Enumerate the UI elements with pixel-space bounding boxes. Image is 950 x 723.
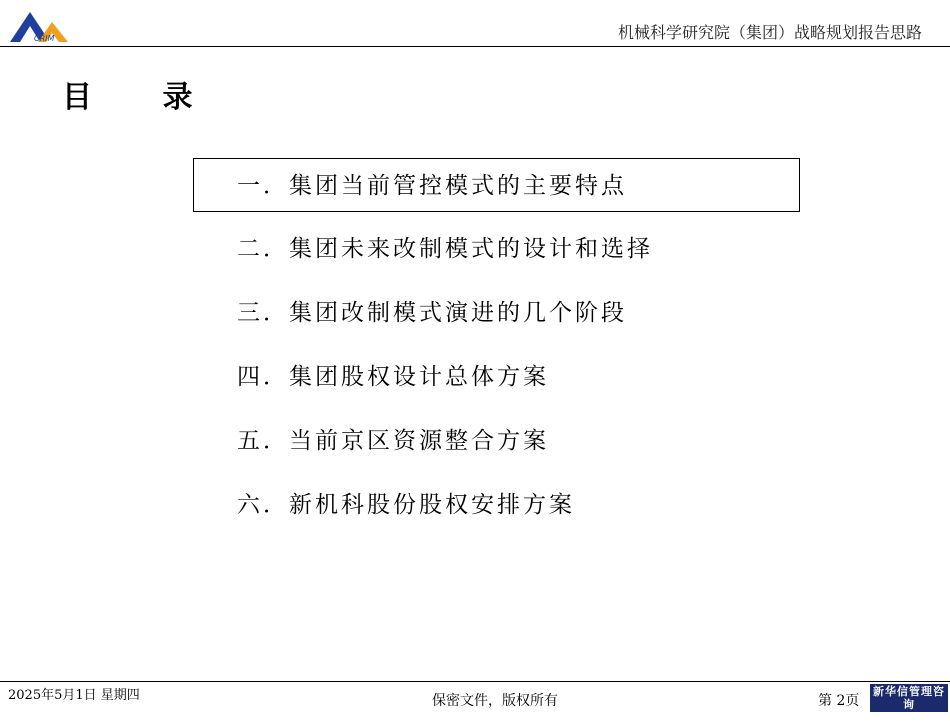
toc-item-5[interactable]: 五．当前京区资源整合方案: [237, 428, 549, 454]
footer-date: 2025年5月1日 星期四: [8, 688, 140, 703]
toc-item-1[interactable]: 一．集团当前管控模式的主要特点: [193, 158, 800, 212]
header-divider: [0, 46, 950, 47]
header-title: 机械科学研究院（集团）战略规划报告思路: [617, 23, 922, 42]
toc-item-6[interactable]: 六．新机科股份股权安排方案: [237, 492, 575, 518]
sinotrust-logo: [870, 684, 948, 722]
footer-divider: [0, 681, 950, 682]
page-title: 目 录: [62, 80, 223, 115]
page-number: 第 2页: [818, 693, 860, 709]
crim-logo-icon: [8, 8, 72, 44]
brand-name-en: SINOTRUST: [875, 712, 943, 722]
table-of-contents: [193, 158, 800, 542]
toc-item-3[interactable]: 三．集团改制模式演进的几个阶段: [237, 300, 627, 326]
toc-item-2[interactable]: 二．集团未来改制模式的设计和选择: [237, 236, 653, 262]
footer-confidential: 保密文件，版权所有: [432, 693, 558, 709]
brand-name-cn: 新华信管理咨询: [873, 685, 945, 711]
logo-text: CRIM: [34, 34, 55, 43]
toc-item-4[interactable]: 四．集团股权设计总体方案: [237, 364, 549, 390]
